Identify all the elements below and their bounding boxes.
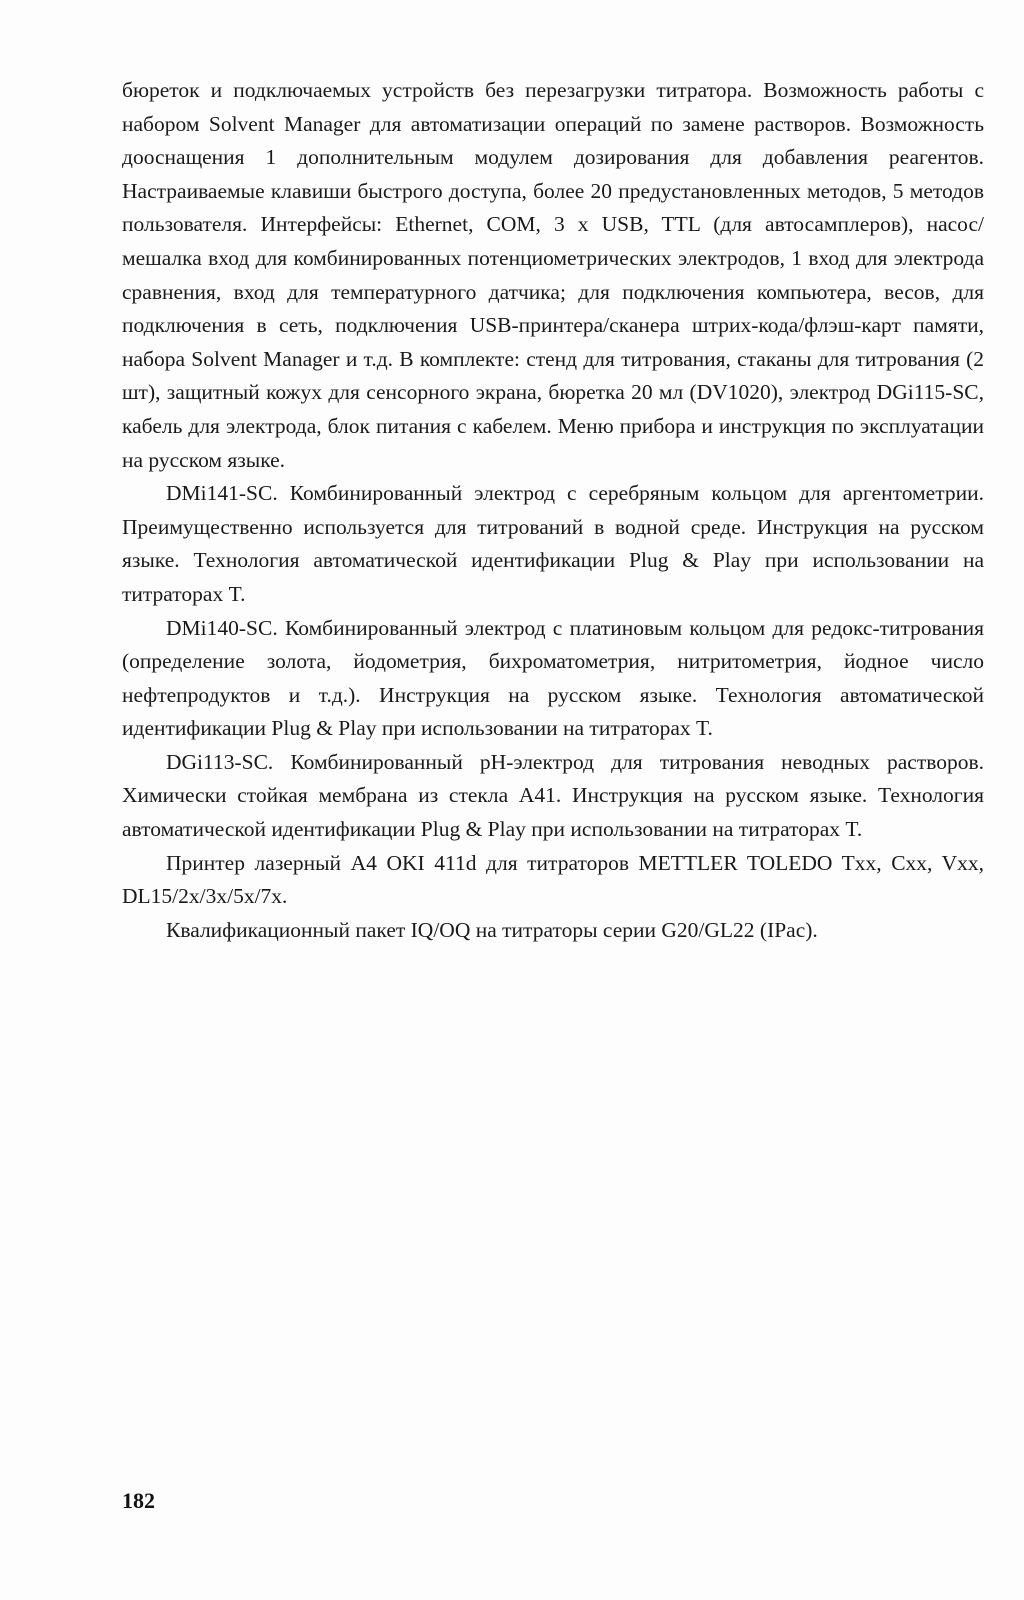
paragraph-printer: Принтер лазерный A4 OKI 411d для титраторов METTLER TOLEDO Txx, Cxx, Vxx, DL15/2x/3x/5x/7x. [122,850,984,909]
paragraph-continuation: бюреток и подключаемых устройств без перезагрузки титратора. Возможность работы с набором Solvent Manager для автоматизации операций по замене растворов. Возможность дооснащения 1 дополнительным модулем дозирования для добавления реагентов. Настраиваемые клавиши быстрого доступа, более 20 предустановленных методов, 5 методов пользователя. Интерфейсы: Ethernet, COM, 3 x USB, TTL (для автосамплеров), насос/мешалка вход для комбинированных потенциометрических электродов, 1 вход для электрода сравнения, вход для температурного датчика; для подключения компьютера, весов, для подключения в сеть, подключения USB-принтера/сканера штрих-кода/флэш-карт памяти, набора Solvent Manager и т.д. В комплекте: стенд для титрования, стаканы для титрования (2 шт), защитный кожух для сенсорного экрана, бюретка 20 мл (DV1020), электрод DGi115-SC, кабель для электрода, блок питания с кабелем. Меню прибора и инструкция по эксплуатации на русском языке. [122,78,984,472]
paragraph-dmi141: DMi141-SC. Комбинированный электрод с серебряным кольцом для аргентометрии. Преимущественно используется для титрований в водной среде. Инструкция на русском языке. Технология автоматической идентификации Plug & Play при использовании на титраторах T. [122,481,984,606]
body-text [122,74,984,947]
paragraph-qualification: Квалификационный пакет IQ/OQ на титраторы серии G20/GL22 (IPac). [166,917,818,942]
page-number: 182 [122,1488,155,1513]
paragraph-dmi140: DMi140-SC. Комбинированный электрод с платиновым кольцом для редокс-титрования (определение золота, йодометрия, бихроматометрия, нитритометрия, йодное число нефтепродуктов и т.д.). Инструкция на русском языке. Технология автоматической идентификации Plug & Play при использовании на титраторах T. [122,615,984,741]
paragraph-dgi113: DGi113-SC. Комбинированный pH-электрод для титрования неводных растворов. Химически стойкая мембрана из стекла A41. Инструкция на русском языке. Технология автоматической идентификации Plug & Play при использовании на титраторах T. [122,749,984,842]
